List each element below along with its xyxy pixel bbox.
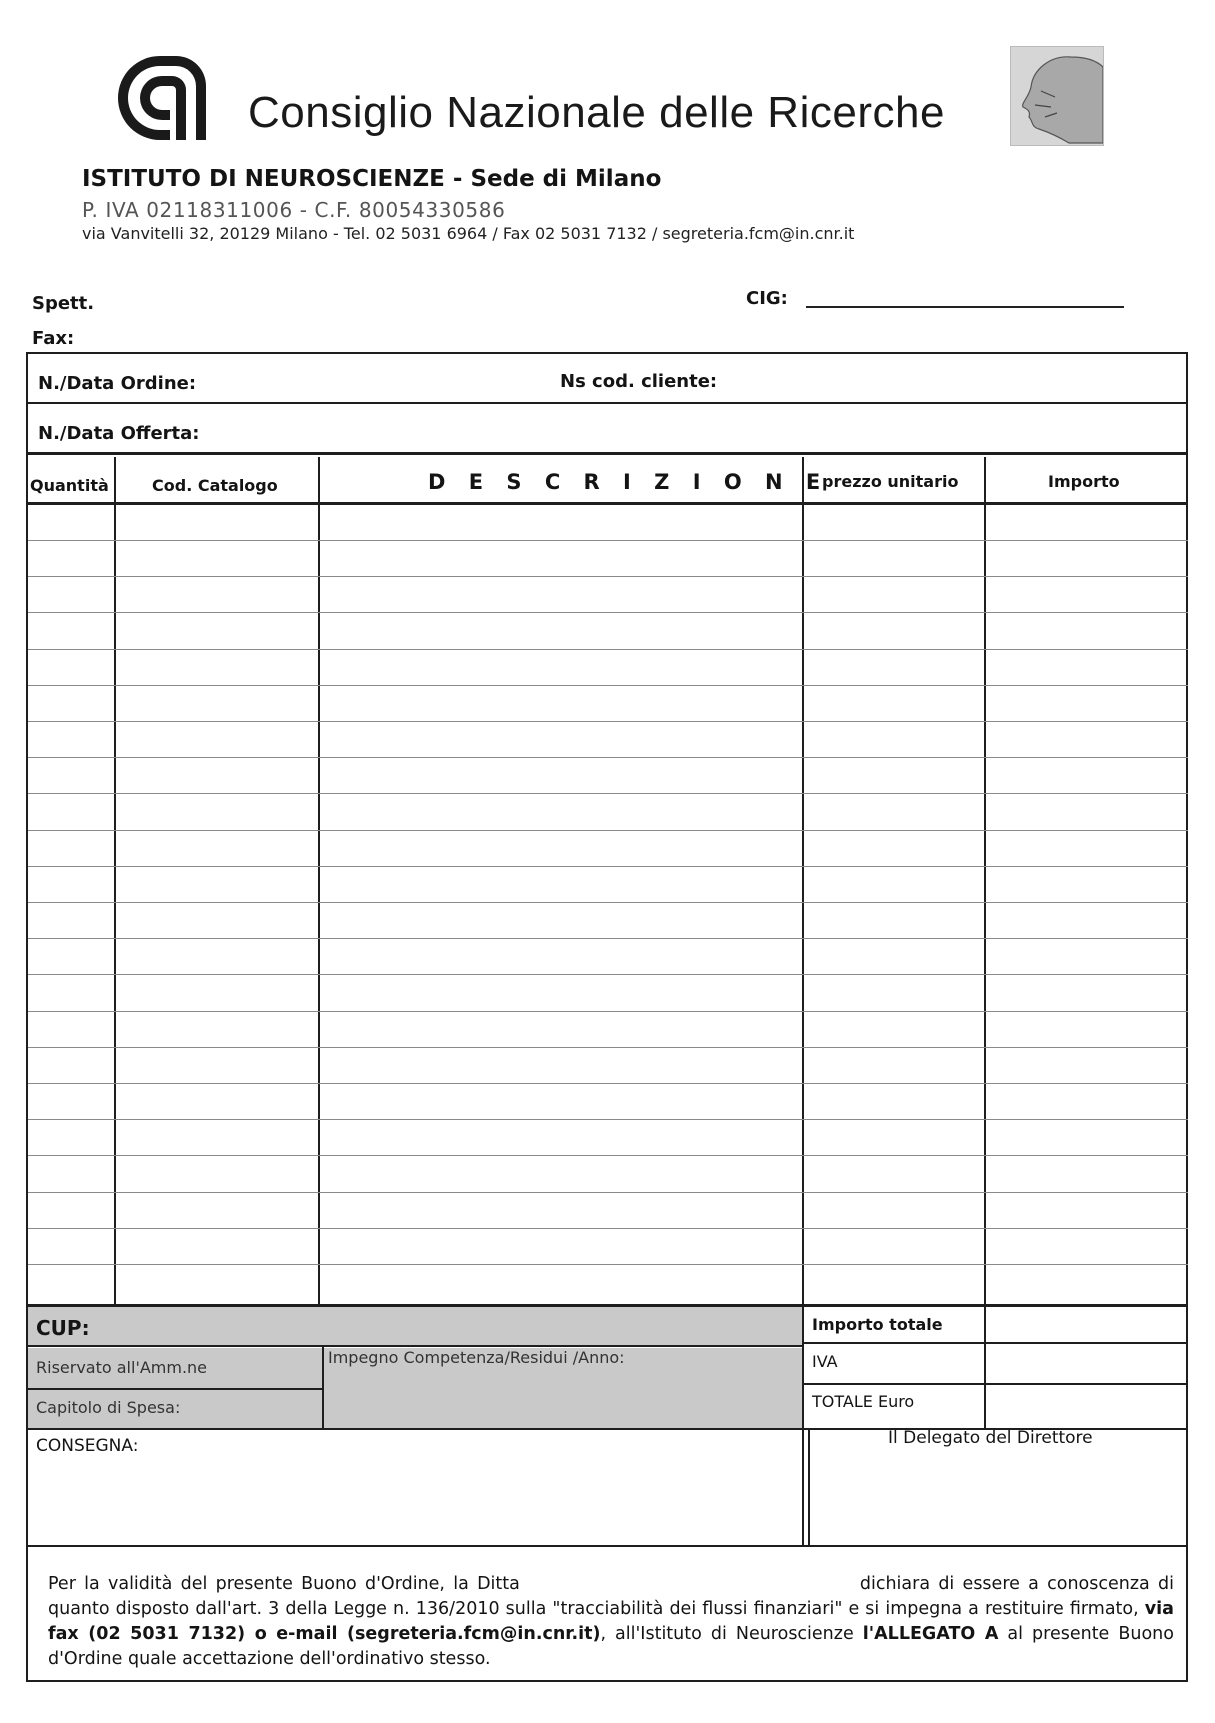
- table-row[interactable]: [28, 612, 1188, 613]
- column-divider: [318, 457, 320, 1305]
- offer-number-date-label: N./Data Offerta:: [38, 423, 200, 444]
- reserved-label: Riservato all'Amm.ne: [36, 1358, 208, 1377]
- table-row[interactable]: [28, 1083, 1188, 1084]
- table-row[interactable]: [28, 1119, 1188, 1120]
- table-row[interactable]: [28, 1192, 1188, 1193]
- table-row[interactable]: [28, 1228, 1188, 1229]
- table-row[interactable]: [28, 721, 1188, 722]
- table-row[interactable]: [28, 757, 1188, 758]
- divider: [26, 402, 1188, 404]
- order-form-frame: [26, 352, 1188, 1682]
- declaration-institute: , all'Istituto di Neuroscienze: [600, 1624, 854, 1644]
- institute-name: ISTITUTO DI NEUROSCIENZE - Sede di Milano: [82, 166, 662, 192]
- col-quantity: Quantità: [30, 476, 109, 495]
- column-divider: [808, 1428, 810, 1545]
- divider: [26, 452, 1188, 455]
- table-row[interactable]: [28, 1264, 1188, 1265]
- cig-field[interactable]: [806, 306, 1124, 308]
- divider: [802, 1383, 1188, 1385]
- declaration-end: al presente Buono d'Ordine quale accettazione dell'ordinativo stesso.: [48, 1624, 1174, 1669]
- address-line: via Vanvitelli 32, 20129 Milano - Tel. 02 5031 6964 / Fax 02 5031 7132 / segreteria.fcm@in.cnr.it: [82, 224, 855, 243]
- cup-shaded: [28, 1307, 802, 1345]
- declaration-body: dichiara di essere a conoscenza di quanto disposto dall'art. 3 della Legge n. 136/2010 sulla "tracciabilità dei flussi finanziari" e si impegna a restituire firmato,: [48, 1574, 1174, 1619]
- table-row[interactable]: [28, 902, 1188, 903]
- table-row[interactable]: [28, 1047, 1188, 1048]
- table-row[interactable]: [28, 974, 1188, 975]
- table-row[interactable]: [28, 540, 1188, 541]
- declaration-contact: via fax (02 5031 7132) o e-mail (segreteria.fcm@in.cnr.it): [48, 1599, 1174, 1644]
- divider: [802, 1342, 1188, 1344]
- portrait-image: [1010, 46, 1104, 146]
- expense-chapter-label: Capitolo di Spesa:: [36, 1398, 181, 1417]
- total-amount-label: Importo totale: [812, 1315, 943, 1334]
- column-divider: [322, 1345, 324, 1428]
- table-row[interactable]: [28, 685, 1188, 686]
- col-description: D E S C R I Z I O N E: [428, 470, 829, 494]
- vat-label: IVA: [812, 1352, 838, 1371]
- col-unit-price: prezzo unitario: [822, 472, 959, 491]
- table-row[interactable]: [28, 1155, 1188, 1156]
- table-row[interactable]: [28, 830, 1188, 831]
- declaration-start: Per la validità del presente Buono d'Ordine, la Ditta: [48, 1574, 520, 1594]
- cup-label: CUP:: [36, 1316, 90, 1340]
- table-row[interactable]: [28, 793, 1188, 794]
- delivery-label: CONSEGNA:: [36, 1436, 139, 1456]
- col-amount: Importo: [1048, 472, 1120, 491]
- divider: [26, 1545, 1188, 1547]
- fax-label: Fax:: [32, 328, 75, 349]
- client-code-label: Ns cod. cliente:: [560, 371, 718, 392]
- declaration-attachment: l'ALLEGATO A: [862, 1624, 999, 1644]
- table-row[interactable]: [28, 649, 1188, 650]
- col-catalog-code: Cod. Catalogo: [152, 476, 278, 495]
- table-row[interactable]: [28, 576, 1188, 577]
- table-header-divider: [26, 502, 1188, 505]
- total-euro-label: TOTALE Euro: [812, 1392, 915, 1411]
- divider: [26, 1345, 804, 1347]
- order-number-date-label: N./Data Ordine:: [38, 373, 197, 394]
- cnr-logo: [118, 56, 212, 140]
- commitment-label: Impegno Competenza/Residui /Anno:: [328, 1348, 625, 1367]
- column-divider: [114, 457, 116, 1305]
- spett-label: Spett.: [32, 293, 95, 314]
- table-row[interactable]: [28, 1011, 1188, 1012]
- director-delegate-label: Il Delegato del Direttore: [888, 1428, 1093, 1448]
- table-row[interactable]: [28, 938, 1188, 939]
- vat-tax-code: P. IVA 02118311006 - C.F. 80054330586: [82, 198, 506, 222]
- cig-label: CIG:: [746, 288, 788, 309]
- divider: [26, 1388, 322, 1390]
- table-row[interactable]: [28, 866, 1188, 867]
- declaration-paragraph: [48, 1572, 1174, 1672]
- column-divider: [802, 457, 804, 1545]
- org-name: Consiglio Nazionale delle Ricerche: [248, 88, 945, 137]
- column-divider: [984, 457, 986, 1428]
